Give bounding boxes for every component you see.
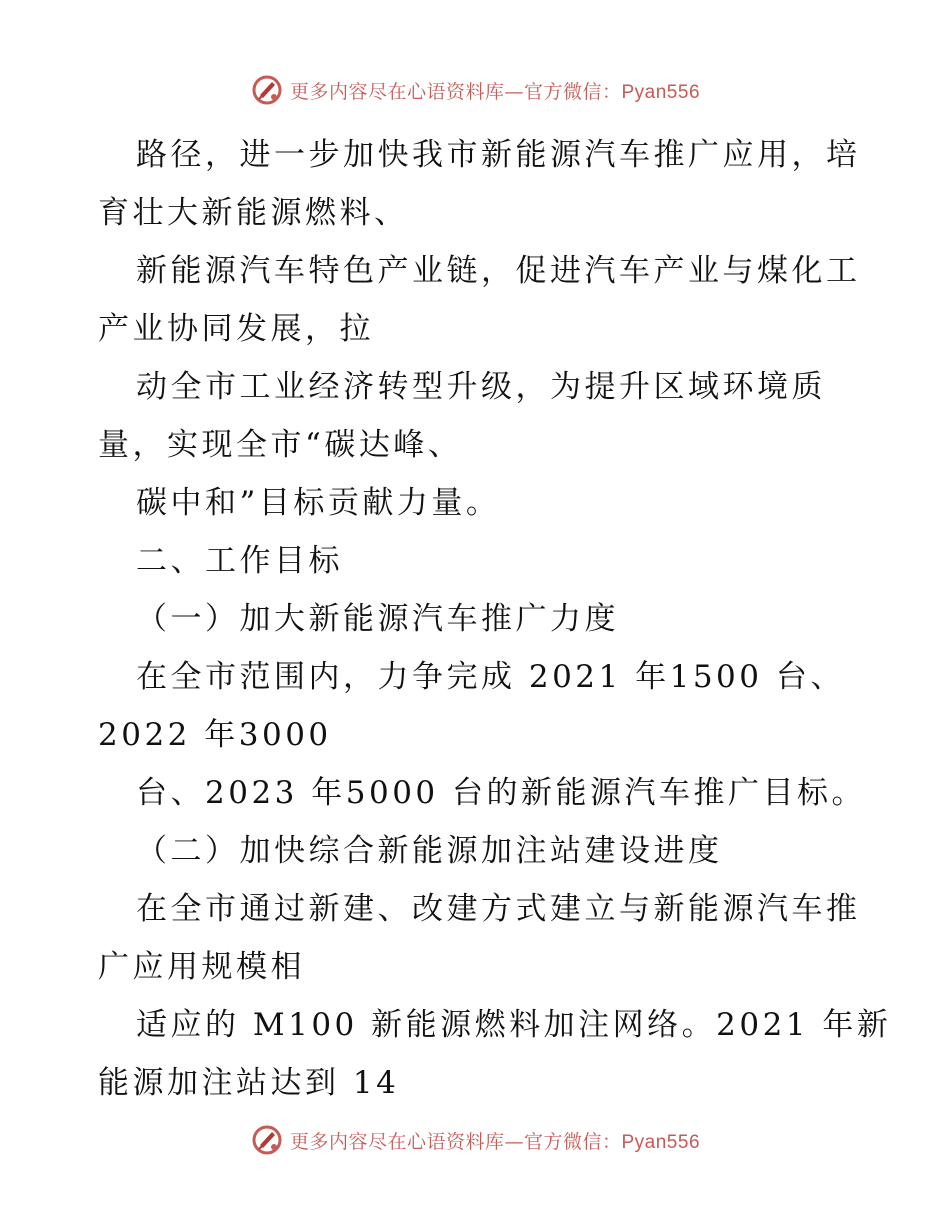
- text-line: 量，实现全市“碳达峰、: [98, 427, 463, 463]
- text-line: 路径，进一步加快我市新能源汽车推广应用，培: [136, 137, 861, 173]
- text-line: 新能源汽车特色产业链，促进汽车产业与煤化工: [136, 253, 861, 289]
- watermark-text: 更多内容尽在心语资料库—官方微信：Pyan556: [289, 1130, 701, 1153]
- text-line: 适应的 M100 新能源燃料加注网络。2021 年新: [136, 1007, 892, 1043]
- text-line: 育壮大新能源燃料、: [98, 195, 409, 231]
- subsection-heading: （二）加快综合新能源加注站建设进度: [136, 833, 723, 869]
- text-line: 在全市范围内，力争完成 2021 年1500 台、: [136, 659, 845, 695]
- text-line: 2022 年3000: [98, 717, 332, 753]
- brand-logo-icon: [250, 73, 284, 107]
- footer-watermark-banner: [0, 1122, 950, 1158]
- brand-logo-icon: [250, 1123, 284, 1157]
- text-line: 碳中和”目标贡献力量。: [136, 485, 501, 521]
- header-watermark-banner: [0, 72, 950, 108]
- text-line: 能源加注站达到 14: [98, 1065, 400, 1101]
- document-body: [98, 126, 892, 1112]
- text-line: 台、2023 年5000 台的新能源汽车推广目标。: [136, 775, 866, 811]
- section-heading: 二、工作目标: [136, 543, 343, 579]
- watermark-text: 更多内容尽在心语资料库—官方微信：Pyan556: [289, 80, 701, 103]
- subsection-heading: （一）加大新能源汽车推广力度: [136, 601, 619, 637]
- text-line: 广应用规模相: [98, 949, 305, 985]
- text-line: 动全市工业经济转型升级，为提升区域环境质: [136, 369, 826, 405]
- text-line: 在全市通过新建、改建方式建立与新能源汽车推: [136, 891, 861, 927]
- text-line: 产业协同发展，拉: [98, 311, 374, 347]
